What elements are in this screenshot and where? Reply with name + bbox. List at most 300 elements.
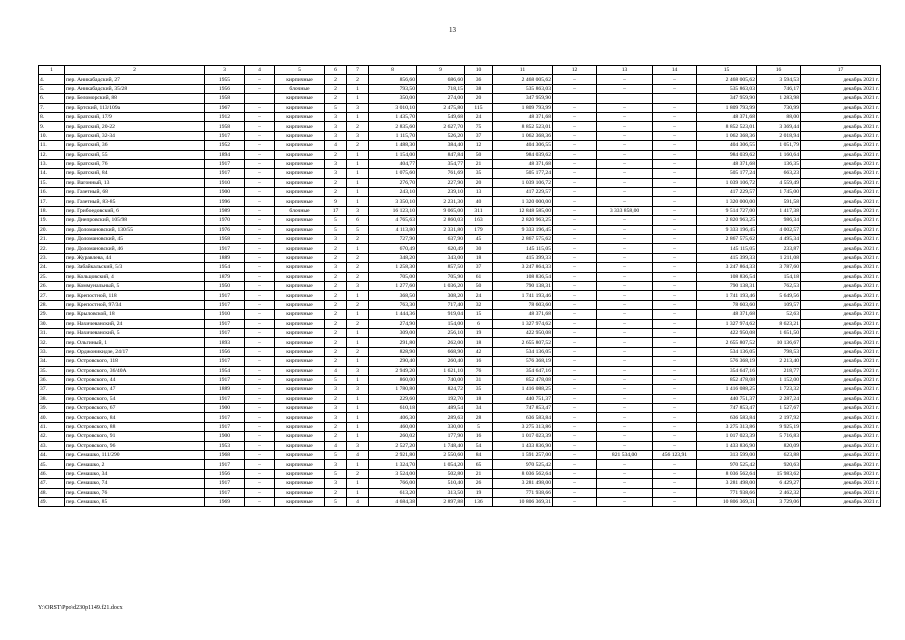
table-cell: 824,72 xyxy=(417,385,465,394)
table-cell: – xyxy=(245,141,275,150)
table-cell: 44. xyxy=(39,451,65,460)
table-cell: 1 277,60 xyxy=(369,281,417,290)
table-cell: 1 741 193,46 xyxy=(697,291,757,300)
table-cell: 1 054,20 xyxy=(417,460,465,469)
table-cell: – xyxy=(597,338,653,347)
table-cell: – xyxy=(553,235,597,244)
table-cell: – xyxy=(553,84,597,93)
table-cell: – xyxy=(653,244,697,253)
table-cell: 793,50 xyxy=(369,84,417,93)
table-cell: пер. Газетный, 83-85 xyxy=(65,197,205,206)
table-cell: 3 369,44 xyxy=(757,122,801,131)
table-cell: декабрь 2021 г. xyxy=(801,413,881,422)
table-cell: 35 xyxy=(465,385,493,394)
table-cell: 4 113,80 xyxy=(369,225,417,234)
table-cell: 16 123,10 xyxy=(369,206,417,215)
table-cell: 636 583,84 xyxy=(493,413,553,422)
table-cell: 19 xyxy=(465,328,493,337)
table-cell: – xyxy=(553,169,597,178)
table-cell: – xyxy=(553,366,597,375)
table-cell: 3 xyxy=(325,112,347,121)
table-cell: пер. Островского, 44 xyxy=(65,375,205,384)
table-cell: 2 197,92 xyxy=(757,413,801,422)
table-cell: кирпичные xyxy=(275,112,325,121)
table-cell: 384,40 xyxy=(417,141,465,150)
table-cell: пер. Братский, 17/9 xyxy=(65,112,205,121)
table-cell: 350,00 xyxy=(369,94,417,103)
table-cell: 15 983,62 xyxy=(757,469,801,478)
table-cell: – xyxy=(597,310,653,319)
table-cell: – xyxy=(653,497,697,506)
table-cell: 48 371,68 xyxy=(493,159,553,168)
table-cell: 5 649,56 xyxy=(757,291,801,300)
table-cell: 3 xyxy=(347,281,369,290)
table-cell: – xyxy=(653,460,697,469)
table-cell: 663,23 xyxy=(757,169,801,178)
table-cell: кирпичные xyxy=(275,197,325,206)
table-cell: 28 xyxy=(465,413,493,422)
table-cell: 828,90 xyxy=(369,347,417,356)
table-cell: 2 xyxy=(325,347,347,356)
table-cell xyxy=(597,94,653,103)
table-cell: – xyxy=(245,131,275,140)
table-cell: 40. xyxy=(39,413,65,422)
table-cell: 48 371,68 xyxy=(697,310,757,319)
table-cell: декабрь 2021 г. xyxy=(801,122,881,131)
table-row xyxy=(39,131,881,140)
table-cell: 1889 xyxy=(205,385,245,394)
table-cell: 233,87 xyxy=(757,244,801,253)
table-row xyxy=(39,112,881,121)
table-cell: 1 809 793,99 xyxy=(493,103,553,112)
table-cell: – xyxy=(553,225,597,234)
table-cell: – xyxy=(597,112,653,121)
table-cell: декабрь 2021 г. xyxy=(801,141,881,150)
table-cell: 47. xyxy=(39,479,65,488)
table-cell: 1 780,80 xyxy=(369,385,417,394)
table-cell: декабрь 2021 г. xyxy=(801,488,881,497)
table-cell: пер. Доломановский, 45 xyxy=(65,235,205,244)
table-cell: декабрь 2021 г. xyxy=(801,272,881,281)
table-cell: пер. Островского, 67 xyxy=(65,404,205,413)
table-cell: 1 xyxy=(347,112,369,121)
table-cell: 20 xyxy=(465,178,493,187)
table-cell: 636 583,84 xyxy=(697,413,757,422)
table-cell: пер. Доломановский, 46 xyxy=(65,244,205,253)
table-cell: декабрь 2021 г. xyxy=(801,244,881,253)
table-cell: – xyxy=(553,281,597,290)
table-cell: 2 527,20 xyxy=(369,441,417,450)
table-cell: кирпичные xyxy=(275,94,325,103)
table-row xyxy=(39,291,881,300)
table-cell: 1 416 088,25 xyxy=(493,385,553,394)
table-cell: 1 320 000,00 xyxy=(493,197,553,206)
table-cell: – xyxy=(653,141,697,150)
table-cell: пер. Беломорский, 88 xyxy=(65,94,205,103)
table-cell: 1967 xyxy=(205,103,245,112)
table-cell: – xyxy=(553,338,597,347)
table-cell: 2 018,94 xyxy=(757,131,801,140)
table-cell: 2 331,80 xyxy=(417,225,465,234)
table-cell: кирпичные xyxy=(275,75,325,84)
table-cell: кирпичные xyxy=(275,347,325,356)
column-number-9: 9 xyxy=(417,66,465,75)
column-number-10: 10 xyxy=(465,66,493,75)
table-cell: – xyxy=(653,122,697,131)
table-cell: – xyxy=(653,169,697,178)
table-cell: кирпичные xyxy=(275,131,325,140)
table-cell: – xyxy=(653,469,697,478)
table-cell: 48. xyxy=(39,488,65,497)
table-cell: 1 062 368,36 xyxy=(493,131,553,140)
table-cell: 3 xyxy=(347,206,369,215)
table-cell: 6 xyxy=(347,216,369,225)
table-cell: 1917 xyxy=(205,413,245,422)
table-cell: 668,90 xyxy=(417,347,465,356)
table-cell: – xyxy=(597,281,653,290)
table-cell: – xyxy=(553,159,597,168)
table-cell: – xyxy=(597,460,653,469)
table-cell: 3 xyxy=(325,122,347,131)
table-cell: 20 xyxy=(465,94,493,103)
table-cell: 2 xyxy=(325,357,347,366)
table-cell: пер. Ольгиный, 1 xyxy=(65,338,205,347)
table-cell: 48 371,68 xyxy=(493,310,553,319)
table-cell xyxy=(653,94,697,103)
table-cell: 505 177,24 xyxy=(697,169,757,178)
table-cell: кирпичные xyxy=(275,422,325,431)
table-cell: 368,50 xyxy=(369,291,417,300)
table-cell: 1952 xyxy=(205,141,245,150)
table-cell: – xyxy=(653,488,697,497)
table-cell: 1 xyxy=(347,291,369,300)
table-cell: – xyxy=(597,357,653,366)
housing-register-table xyxy=(38,65,881,507)
table-cell: 9 333 196,45 xyxy=(697,225,757,234)
table-cell: – xyxy=(597,469,653,478)
table-row xyxy=(39,469,881,478)
table-cell: 354,77 xyxy=(417,159,465,168)
table-row xyxy=(39,169,881,178)
table-cell: 22. xyxy=(39,244,65,253)
table-row xyxy=(39,263,881,272)
table-cell: 4 xyxy=(325,441,347,450)
table-cell: 49. xyxy=(39,497,65,506)
table-cell: 2 627,70 xyxy=(417,122,465,131)
table-cell: 1 xyxy=(347,432,369,441)
table-cell: 1 xyxy=(347,357,369,366)
table-cell: 274,90 xyxy=(369,319,417,328)
table-cell: 1 416 088,25 xyxy=(697,385,757,394)
table-cell: – xyxy=(553,300,597,309)
table-cell: – xyxy=(597,300,653,309)
table-cell: 2 xyxy=(325,432,347,441)
table-cell: 8 036 562,64 xyxy=(493,469,553,478)
table-cell: 1900 xyxy=(205,432,245,441)
table-cell: – xyxy=(653,216,697,225)
table-cell: – xyxy=(653,441,697,450)
table-cell: 637,90 xyxy=(417,235,465,244)
table-cell: – xyxy=(245,460,275,469)
table-cell: 417 229,57 xyxy=(697,188,757,197)
table-cell: – xyxy=(553,263,597,272)
table-cell: 2 xyxy=(325,253,347,262)
table-cell: кирпичные xyxy=(275,141,325,150)
table-cell: – xyxy=(597,385,653,394)
table-cell: 6 429,27 xyxy=(757,479,801,488)
table-cell: 108 836,54 xyxy=(493,272,553,281)
table-cell: 2 xyxy=(347,469,369,478)
table-cell: 354 647,16 xyxy=(697,366,757,375)
table-cell: 1 xyxy=(347,338,369,347)
table-cell: 78 603,60 xyxy=(493,300,553,309)
table-cell: 30 xyxy=(465,244,493,253)
table-cell: – xyxy=(597,150,653,159)
table-cell: 32 xyxy=(465,300,493,309)
table-cell: 3 xyxy=(325,479,347,488)
table-cell: 2 820 963,25 xyxy=(493,216,553,225)
table-cell: декабрь 2021 г. xyxy=(801,300,881,309)
table-cell: 38 xyxy=(465,84,493,93)
table-cell: 5 xyxy=(347,225,369,234)
table-cell: 422 950,08 xyxy=(697,328,757,337)
table-cell: пер. Островского, 91 xyxy=(65,432,205,441)
table-cell: пер. Островского, 54 xyxy=(65,394,205,403)
table-cell: 16 xyxy=(465,357,493,366)
table-cell: 8. xyxy=(39,112,65,121)
table-cell: 2 xyxy=(325,272,347,281)
table-cell: 19 xyxy=(465,488,493,497)
table-cell: 970 525,42 xyxy=(493,460,553,469)
column-number-2: 2 xyxy=(65,66,205,75)
table-cell: 239,10 xyxy=(417,188,465,197)
table-cell: 41. xyxy=(39,422,65,431)
table-cell: 1 417,38 xyxy=(757,206,801,215)
table-cell: 3 524,00 xyxy=(369,469,417,478)
table-cell: – xyxy=(553,122,597,131)
table-cell: 260,02 xyxy=(369,432,417,441)
table-cell: 108 836,54 xyxy=(697,272,757,281)
table-cell: 136,35 xyxy=(757,159,801,168)
table-cell: 243,10 xyxy=(369,188,417,197)
table-cell: – xyxy=(597,84,653,93)
table-cell: 75 xyxy=(465,122,493,131)
table-cell: 45 xyxy=(465,235,493,244)
table-cell: – xyxy=(653,319,697,328)
table-cell: – xyxy=(245,244,275,253)
table-cell: 42. xyxy=(39,432,65,441)
table-cell: 1976 xyxy=(205,225,245,234)
table-cell: 12 xyxy=(465,141,493,150)
table-cell: 227,90 xyxy=(417,178,465,187)
table-cell: – xyxy=(245,235,275,244)
table-cell: кирпичные xyxy=(275,122,325,131)
table-cell: 1 039 106,72 xyxy=(493,178,553,187)
table-cell: 422 950,08 xyxy=(493,328,553,337)
table-cell: 2 xyxy=(347,272,369,281)
table-cell: пер. Островского, 118 xyxy=(65,357,205,366)
table-cell: – xyxy=(653,422,697,431)
table-cell: декабрь 2021 г. xyxy=(801,441,881,450)
table-cell: 1910 xyxy=(205,310,245,319)
table-cell: пер. Семашко, 76 xyxy=(65,488,205,497)
table-cell: – xyxy=(553,197,597,206)
table-cell: 5 xyxy=(325,469,347,478)
table-cell: – xyxy=(597,422,653,431)
table-cell: 415 399,33 xyxy=(697,253,757,262)
table-cell: декабрь 2021 г. xyxy=(801,385,881,394)
table-cell: 276,70 xyxy=(369,178,417,187)
table-cell: 1958 xyxy=(205,122,245,131)
table-cell: – xyxy=(553,244,597,253)
table-cell: 686,60 xyxy=(417,75,465,84)
table-cell: пер. Братский, 36 xyxy=(65,141,205,150)
table-cell: 13. xyxy=(39,159,65,168)
table-cell: 3 275 313,86 xyxy=(493,422,553,431)
table-cell xyxy=(553,94,597,103)
table-row xyxy=(39,178,881,187)
table-cell: 29. xyxy=(39,310,65,319)
table-cell: 1 062 368,36 xyxy=(697,131,757,140)
table-cell: 440 751,37 xyxy=(493,394,553,403)
table-cell: кирпичные xyxy=(275,469,325,478)
table-cell: – xyxy=(653,375,697,384)
table-cell: 33. xyxy=(39,347,65,356)
table-cell: кирпичные xyxy=(275,385,325,394)
table-cell: кирпичные xyxy=(275,328,325,337)
table-cell: блочные xyxy=(275,84,325,93)
table-cell: 440 751,37 xyxy=(697,394,757,403)
table-cell: – xyxy=(553,394,597,403)
table-row xyxy=(39,413,881,422)
table-cell: – xyxy=(597,75,653,84)
table-cell: 1 488,30 xyxy=(369,141,417,150)
table-cell: – xyxy=(245,197,275,206)
table-cell: кирпичные xyxy=(275,291,325,300)
table-cell: 705,00 xyxy=(369,272,417,281)
column-number-5: 5 xyxy=(275,66,325,75)
table-cell: 761,69 xyxy=(417,169,465,178)
table-cell: 35. xyxy=(39,366,65,375)
column-number-1: 1 xyxy=(39,66,65,75)
table-cell: – xyxy=(597,272,653,281)
table-cell: 1950 xyxy=(205,281,245,290)
table-cell: – xyxy=(653,385,697,394)
table-cell: 1 211,08 xyxy=(757,253,801,262)
table-cell: 311 xyxy=(465,206,493,215)
table-cell: 61 xyxy=(465,272,493,281)
table-cell: декабрь 2021 г. xyxy=(801,75,881,84)
table-cell: – xyxy=(245,291,275,300)
table-cell: – xyxy=(597,479,653,488)
table-cell: 1912 xyxy=(205,112,245,121)
table-cell: – xyxy=(597,366,653,375)
table-cell: – xyxy=(245,188,275,197)
table-cell: – xyxy=(597,131,653,140)
table-cell xyxy=(245,94,275,103)
table-cell: – xyxy=(597,178,653,187)
table-cell: 9 xyxy=(325,197,347,206)
table-cell: 623,88 xyxy=(757,451,801,460)
table-cell: – xyxy=(245,375,275,384)
table-cell: 610,18 xyxy=(369,404,417,413)
table-row xyxy=(39,159,881,168)
table-cell: – xyxy=(653,150,697,159)
table-cell: декабрь 2021 г. xyxy=(801,479,881,488)
table-cell: 920,63 xyxy=(757,460,801,469)
table-cell: 330,00 xyxy=(417,422,465,431)
table-cell: – xyxy=(653,300,697,309)
table-cell: 1 748,40 xyxy=(417,441,465,450)
table-cell: – xyxy=(245,385,275,394)
table-cell: декабрь 2021 г. xyxy=(801,497,881,506)
table-cell: 9 065,00 xyxy=(417,206,465,215)
table-cell: – xyxy=(553,328,597,337)
table-cell: 290,40 xyxy=(369,357,417,366)
table-cell: – xyxy=(597,122,653,131)
table-cell: – xyxy=(597,347,653,356)
table-cell: 34. xyxy=(39,357,65,366)
table-cell: – xyxy=(653,338,697,347)
table-cell: 15 xyxy=(465,310,493,319)
table-cell: 2 860,03 xyxy=(417,216,465,225)
table-cell: 1954 xyxy=(205,263,245,272)
table-row xyxy=(39,216,881,225)
table-cell: кирпичные xyxy=(275,310,325,319)
table-cell: 1 xyxy=(347,244,369,253)
footer-file-path: Y:\ORST\Ppo\d230p1149.f21.docx xyxy=(38,605,123,611)
table-cell: 4 xyxy=(347,497,369,506)
table-cell: 4 xyxy=(325,366,347,375)
table-cell: декабрь 2021 г. xyxy=(801,131,881,140)
table-cell: 289,63 xyxy=(417,413,465,422)
table-cell: 1917 xyxy=(205,460,245,469)
table-cell: 48 371,68 xyxy=(697,112,757,121)
table-cell: 1 258,30 xyxy=(369,263,417,272)
table-cell: 456 123,91 xyxy=(653,451,697,460)
table-cell: 919,04 xyxy=(417,310,465,319)
table-cell: 6. xyxy=(39,94,65,103)
table-cell: – xyxy=(597,319,653,328)
table-cell: декабрь 2021 г. xyxy=(801,197,881,206)
table-cell: кирпичные xyxy=(275,169,325,178)
table-cell: – xyxy=(653,263,697,272)
table-cell: декабрь 2021 г. xyxy=(801,253,881,262)
table-cell: кирпичные xyxy=(275,188,325,197)
table-cell: – xyxy=(597,216,653,225)
table-cell: – xyxy=(597,432,653,441)
table-cell: кирпичные xyxy=(275,235,325,244)
table-cell: декабрь 2021 г. xyxy=(801,94,881,103)
table-cell: 1 435,70 xyxy=(369,112,417,121)
table-cell: 535 863,03 xyxy=(697,84,757,93)
table-cell: – xyxy=(245,272,275,281)
table-cell: 2 xyxy=(325,244,347,253)
table-cell: 5 xyxy=(325,375,347,384)
table-cell: пер. Семашко, 85 xyxy=(65,497,205,506)
table-cell: 790 138,31 xyxy=(493,281,553,290)
table-cell: 2 xyxy=(325,281,347,290)
table-cell: 534 136,05 xyxy=(697,347,757,356)
table-cell: 1 723,32 xyxy=(757,385,801,394)
table-cell: 1 xyxy=(347,488,369,497)
table-row xyxy=(39,300,881,309)
table-cell: 1917 xyxy=(205,488,245,497)
table-cell: декабрь 2021 г. xyxy=(801,225,881,234)
table-cell: 1 152,00 xyxy=(757,375,801,384)
table-cell: 1 745,00 xyxy=(757,188,801,197)
table-cell: 3 xyxy=(325,385,347,394)
